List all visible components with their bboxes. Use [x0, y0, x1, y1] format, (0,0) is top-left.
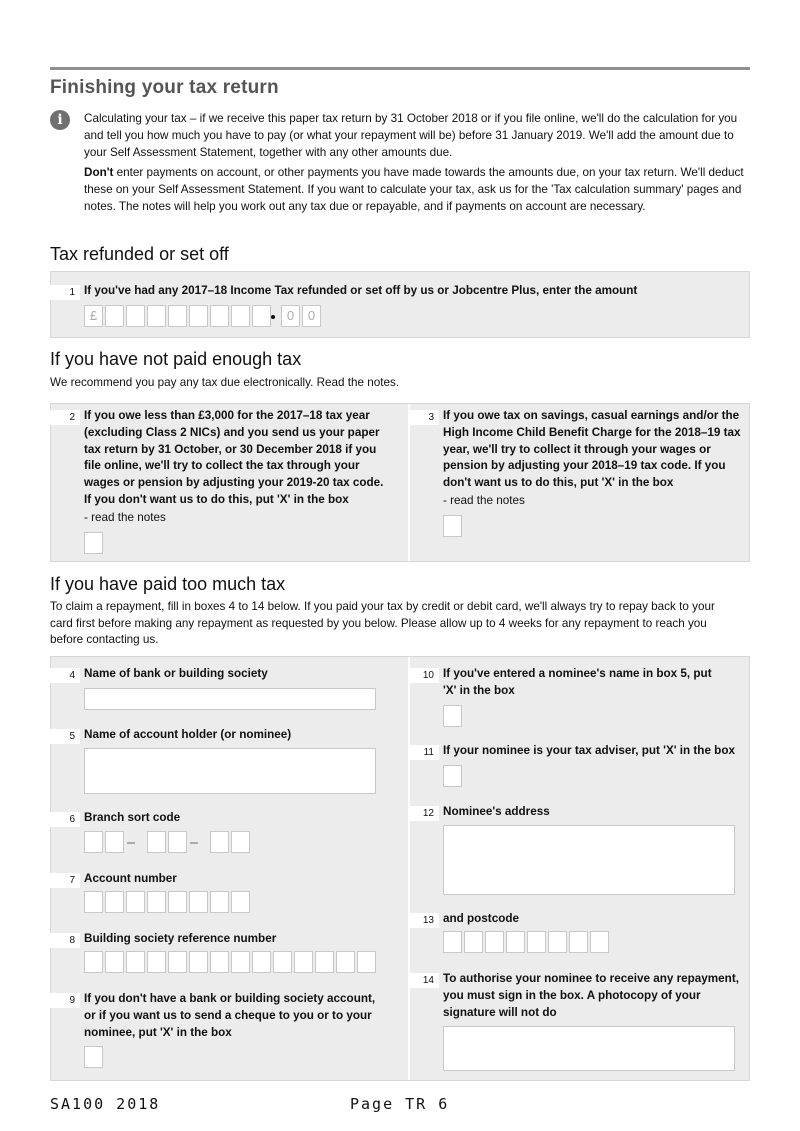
- account-digit-cell[interactable]: [105, 891, 124, 913]
- account-digit-cell[interactable]: [84, 891, 103, 913]
- box5-label: Name of account holder (or nominee): [84, 728, 292, 741]
- reference-digit-cell[interactable]: [336, 951, 355, 973]
- sort-code-field[interactable]: [84, 831, 254, 855]
- info-paragraph-dont-enter: [84, 165, 744, 215]
- info-paragraph-calculating: Calculating your tax – if we receive this paper tax return by 31 October 2018 or if you file online, we'll do the calculation for you and tell you how much you have to pay (or what your repayment will be) before 31 January 2019. We'll add the amount due to your Self Assessment Statement, together with any other amounts due.: [84, 112, 738, 159]
- postcode-char-cell[interactable]: [464, 931, 483, 953]
- box-number-8: 8: [50, 933, 80, 948]
- box10-label: If you've entered a nominee's name in box 5, put 'X' in the box: [443, 667, 712, 697]
- box2-note: - read the notes: [84, 511, 166, 524]
- postcode-char-cell[interactable]: [485, 931, 504, 953]
- box9-label: If you don't have a bank or building society account, or if you want us to send a cheque to you or to your nominee, put 'X' in the box: [84, 992, 376, 1039]
- account-digit-cell[interactable]: [126, 891, 145, 913]
- box-number-7: 7: [50, 873, 80, 888]
- amount-digit-cell[interactable]: [168, 305, 187, 327]
- box8-label: Building society reference number: [84, 932, 277, 945]
- postcode-char-cell[interactable]: [443, 931, 462, 953]
- bank-name-field[interactable]: [84, 688, 376, 710]
- box14-label: To authorise your nominee to receive any repayment, you must sign in the box. A photocopy of your signature will not do: [443, 972, 739, 1019]
- box3-note: - read the notes: [443, 494, 525, 507]
- postcode-char-cell[interactable]: [548, 931, 567, 953]
- box6-label: Branch sort code: [84, 811, 181, 824]
- reference-digit-cell[interactable]: [168, 951, 187, 973]
- amount-digit-cell[interactable]: [189, 305, 208, 327]
- sort-code-digit-cell[interactable]: [210, 831, 229, 853]
- building-society-ref-field[interactable]: [84, 951, 379, 975]
- box7-label: Account number: [84, 872, 177, 885]
- box-number-4: 4: [50, 668, 80, 683]
- footer-form-code: SA100 2018: [50, 1095, 161, 1113]
- box-number-10: 10: [409, 668, 439, 683]
- amount-digit-cell[interactable]: [231, 305, 250, 327]
- amount-digit-cell[interactable]: [105, 305, 124, 327]
- reference-digit-cell[interactable]: [210, 951, 229, 973]
- box-number-13: 13: [409, 913, 439, 928]
- paid-too-much-intro: To claim a repayment, fill in boxes 4 to 14 below. If you paid your tax by credit or debit card, we'll always try to repay back to your card first before making any repayment as requested by you below. Please allow up to 4 weeks for any repayment to reach you before contacting us.: [50, 600, 715, 646]
- box-number-1: 1: [50, 285, 80, 300]
- reference-digit-cell[interactable]: [252, 951, 271, 973]
- box2-label: If you owe less than £3,000 for the 2017–18 tax year (excluding Class 2 NICs) and you send us your paper tax return by 31 October, or 30 December 2018 if you file online, we'll try to collect the tax through your wages or pension by adjusting your 2019-20 tax code. If you don't want us to do this, put 'X' in the box: [84, 409, 384, 506]
- reference-digit-cell[interactable]: [231, 951, 250, 973]
- box11-checkbox[interactable]: [443, 765, 462, 787]
- currency-cell[interactable]: £: [84, 305, 103, 327]
- reference-digit-cell[interactable]: [357, 951, 376, 973]
- box2-checkbox[interactable]: [84, 532, 103, 554]
- panel-divider-repayment: [408, 657, 410, 1080]
- box-number-12: 12: [409, 806, 439, 821]
- box-number-11: 11: [409, 745, 439, 760]
- reference-digit-cell[interactable]: [315, 951, 334, 973]
- signature-field[interactable]: [443, 1026, 735, 1071]
- box-number-6: 6: [50, 812, 80, 827]
- reference-digit-cell[interactable]: [189, 951, 208, 973]
- box9-checkbox[interactable]: [84, 1046, 103, 1068]
- sort-code-digit-cell[interactable]: [84, 831, 103, 853]
- info-icon: i: [50, 110, 70, 130]
- reference-digit-cell[interactable]: [273, 951, 292, 973]
- not-paid-intro: We recommend you pay any tax due electronically. Read the notes.: [50, 376, 400, 389]
- box11-label: If your nominee is your tax adviser, put 'X' in the box: [443, 744, 735, 757]
- postcode-char-cell[interactable]: [506, 931, 525, 953]
- reference-digit-cell[interactable]: [147, 951, 166, 973]
- panel-divider: [408, 404, 410, 561]
- box10-checkbox[interactable]: [443, 705, 462, 727]
- box-number-9: 9: [50, 993, 80, 1008]
- amount-digit-cell[interactable]: [252, 305, 271, 327]
- account-digit-cell[interactable]: [189, 891, 208, 913]
- sort-code-digit-cell[interactable]: [231, 831, 250, 853]
- account-number-field[interactable]: [84, 891, 254, 915]
- sort-code-dash: [127, 842, 135, 844]
- postcode-field[interactable]: [443, 931, 613, 955]
- box-number-5: 5: [50, 729, 80, 744]
- reference-digit-cell[interactable]: [126, 951, 145, 973]
- account-digit-cell[interactable]: [231, 891, 250, 913]
- postcode-char-cell[interactable]: [590, 931, 609, 953]
- footer-page-label: Page TR 6: [350, 1095, 450, 1113]
- sort-code-digit-cell[interactable]: [147, 831, 166, 853]
- box1-label: If you've had any 2017–18 Income Tax refunded or set off by us or Jobcentre Plus, enter the amount: [84, 284, 638, 297]
- postcode-char-cell[interactable]: [569, 931, 588, 953]
- info-dont-text: enter payments on account, or other payments you have made towards the amounts due, on your tax return. We'll deduct these on your Self Assessment Statement. If you want to calculate your tax, ask us for the 'Tax calculation summary' pages and notes. The notes will help you work out any tax due or repayable, and if payments on account are necessary.: [84, 166, 744, 213]
- sort-code-digit-cell[interactable]: [105, 831, 124, 853]
- account-digit-cell[interactable]: [147, 891, 166, 913]
- box13-label: and postcode: [443, 912, 519, 925]
- account-holder-field[interactable]: [84, 748, 376, 794]
- amount-digit-cell[interactable]: [147, 305, 166, 327]
- info-dont-bold: Don't: [84, 166, 114, 179]
- box4-label: Name of bank or building society: [84, 667, 268, 680]
- amount-digit-cell[interactable]: [126, 305, 145, 327]
- box-number-2: 2: [50, 410, 80, 425]
- nominee-address-field[interactable]: [443, 825, 735, 895]
- account-digit-cell[interactable]: [168, 891, 187, 913]
- box-number-14: 14: [409, 973, 439, 988]
- pence-cell[interactable]: 0: [281, 305, 300, 327]
- heading-not-paid-enough: If you have not paid enough tax: [50, 349, 302, 369]
- page-title: Finishing your tax return: [50, 77, 279, 98]
- postcode-char-cell[interactable]: [527, 931, 546, 953]
- heading-paid-too-much: If you have paid too much tax: [50, 574, 286, 594]
- box1-amount-field[interactable]: [84, 305, 344, 329]
- amount-digit-cell[interactable]: [210, 305, 229, 327]
- sort-code-digit-cell[interactable]: [168, 831, 187, 853]
- box3-checkbox[interactable]: [443, 515, 462, 537]
- account-digit-cell[interactable]: [210, 891, 229, 913]
- reference-digit-cell[interactable]: [84, 951, 103, 973]
- box3-label: If you owe tax on savings, casual earnings and/or the High Income Child Benefit Charge for the 2018–19 tax year, we'll try to collect it through your wages or pension by adjusting your 2018–19 tax code. If you don't want us to do this, put 'X' in the box: [443, 409, 741, 490]
- decimal-point: [271, 315, 275, 319]
- pence-cell[interactable]: 0: [302, 305, 321, 327]
- reference-digit-cell[interactable]: [105, 951, 124, 973]
- top-rule: [50, 67, 750, 70]
- heading-tax-refunded: Tax refunded or set off: [50, 244, 229, 264]
- sort-code-dash: [190, 842, 198, 844]
- box-number-3: 3: [409, 410, 439, 425]
- reference-digit-cell[interactable]: [294, 951, 313, 973]
- box12-label: Nominee's address: [443, 805, 550, 818]
